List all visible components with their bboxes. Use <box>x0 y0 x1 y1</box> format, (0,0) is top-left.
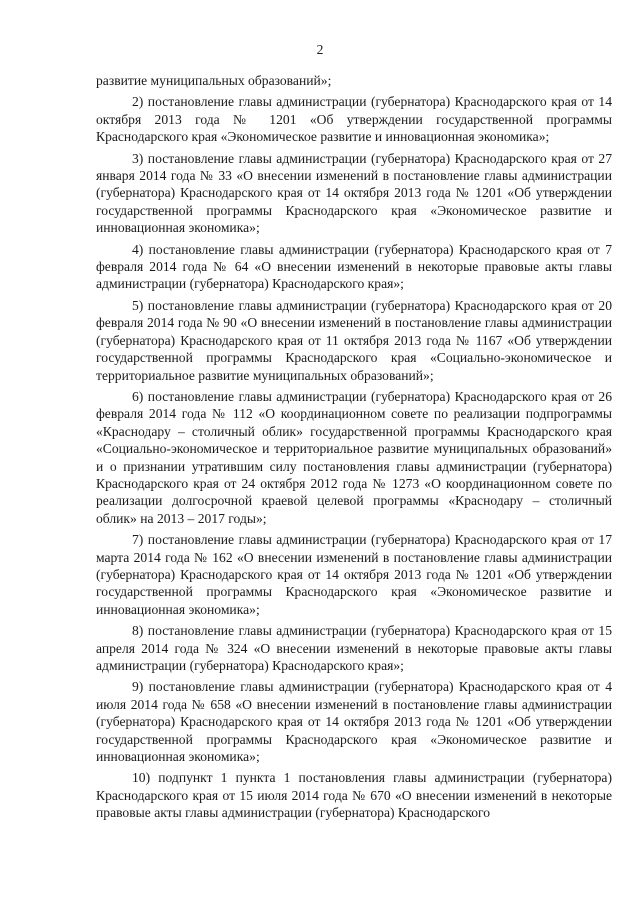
list-item: 9) постановление главы администрации (губернатора) Краснодарского края от 4 июля 2014 года № 658 «О внесении изменений в постановление главы администрации (губернатора) Краснодарского края от 14 октября 2013 года № 1201 «Об утверждении государственной программы Краснодарского края «Экономическое развитие и инновационная экономика»; <box>96 679 612 765</box>
list-item: 7) постановление главы администрации (губернатора) Краснодарского края от 17 марта 2014 года № 162 «О внесении изменений в постановление главы администрации (губернатора) Краснодарского края от 14 октября 2013 года № 1201 «Об утверждении государственной программы Краснодарского края «Экономическое развитие и инновационная экономика»; <box>96 532 612 617</box>
list-item: 8) постановление главы администрации (губернатора) Краснодарского края от 15 апреля 2014 года № 324 «О внесении изменений в некоторые правовые акты главы администрации (губернатора) Краснодарского края»; <box>96 623 612 673</box>
paragraph-continuation: развитие муниципальных образований»; <box>96 73 332 88</box>
list-item: 6) постановление главы администрации (губернатора) Краснодарского края от 26 февраля 2014 года № 112 «О координационном совете по реализации подпрограммы «Краснодару – столичный облик» государственной программы Краснодарского края «Социально-экономическое и территориальное развитие муниципальных образований» и о признании утратившим силу постановления главы администрации (губернатора) Краснодарского края от 24 октября 2012 года № 1273 «О координационном совете по реализации долгосрочной краевой целевой программы «Краснодару – столичный облик» на 2013 – 2017 годы»; <box>96 388 612 526</box>
list-item: 4) постановление главы администрации (губернатора) Краснодарского края от 7 февраля 2014 года № 64 «О внесении изменений в некоторые правовые акты главы администрации (губернатора) Краснодарского края»; <box>96 241 612 292</box>
page-number: 2 <box>316 42 324 57</box>
list-item: 2) постановление главы администрации (губернатора) Краснодарского края от 14 октября 2013 года № 1201 «Об утверждении государственной программы Краснодарского края «Экономическое развитие и инновационная экономика»; <box>96 94 612 145</box>
document-body <box>96 72 612 826</box>
list-item: 5) постановление главы администрации (губернатора) Краснодарского края от 20 февраля 2014 года № 90 «О внесении изменений в постановление главы администрации (губернатора) Краснодарского края от 11 октября 2013 года № 1167 «Об утверждении государственной программы Краснодарского края «Социально-экономическое и территориальное развитие муниципальных образований»; <box>96 297 612 383</box>
list-item: 3) постановление главы администрации (губернатора) Краснодарского края от 27 января 2014 года № 33 «О внесении изменений в постановление главы администрации (губернатора) Краснодарского края от 14 октября 2013 года № 1201 «Об утверждении государственной программы Краснодарского края «Экономическое развитие и инновационная экономика»; <box>96 150 612 236</box>
list-item: 10) подпункт 1 пункта 1 постановления главы администрации (губернатора) Краснодарского края от 15 июля 2014 года № 670 «О внесении изменений в некоторые правовые акты главы администрации (губернатора) Краснодарского <box>96 770 612 821</box>
